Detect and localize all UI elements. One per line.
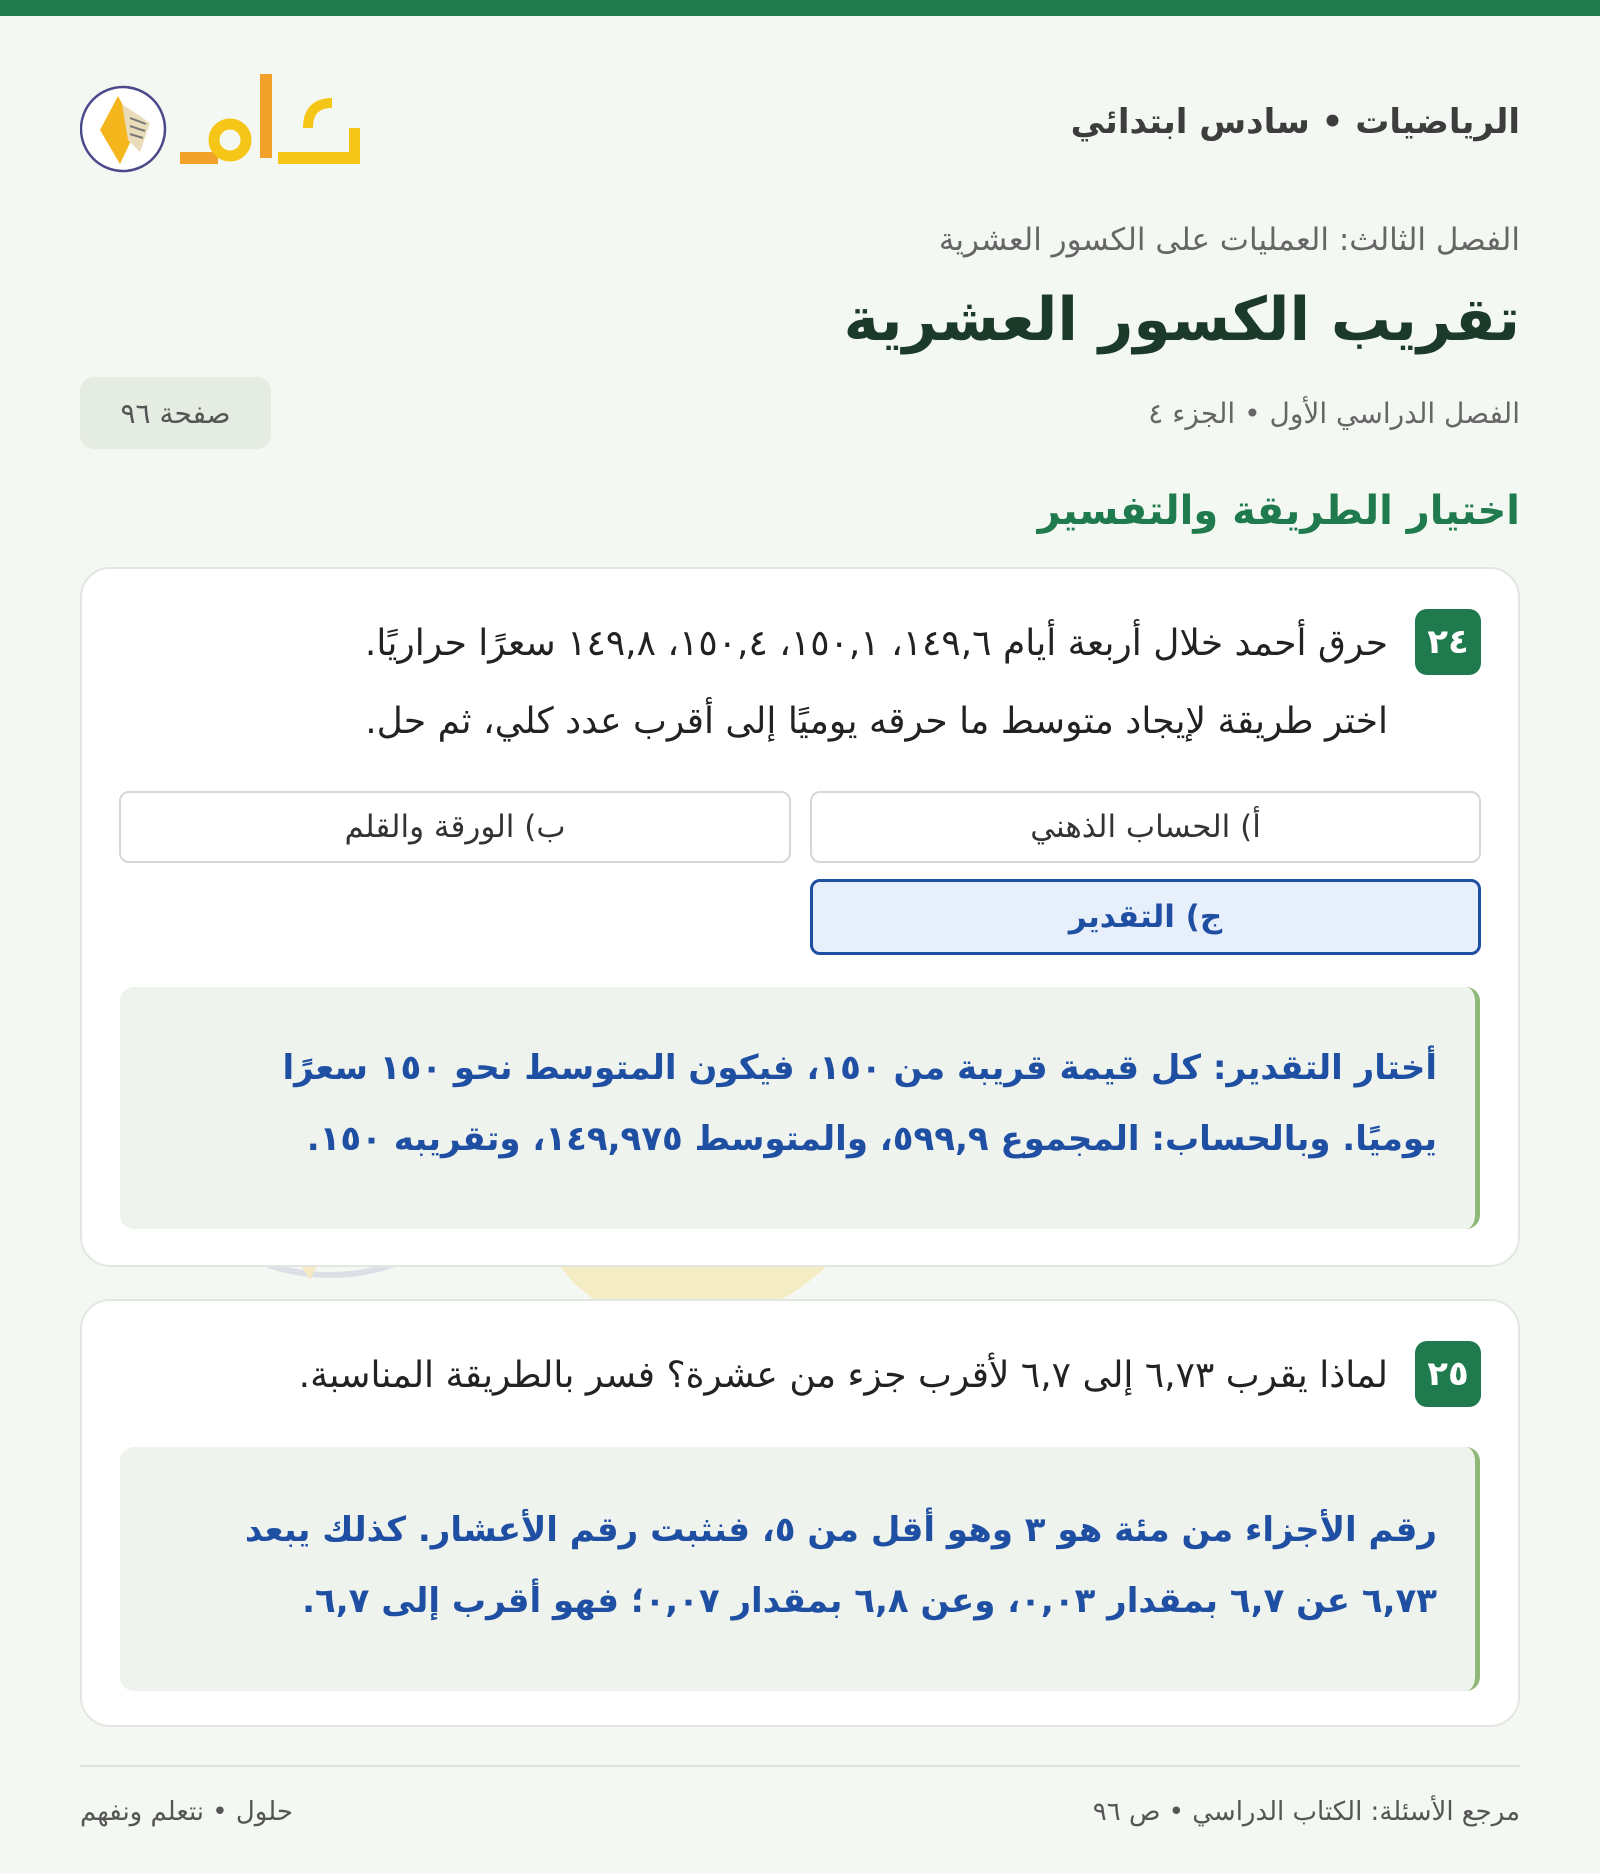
answer-line: يوميًا. وبالحساب: المجموع ٥٩٩,٩، والمتوسط ١٤٩,٩٧٥، وتقريبه ١٥٠. bbox=[306, 1119, 1437, 1159]
section-title: اختيار الطريقة والتفسير bbox=[1037, 488, 1520, 534]
top-accent-bar bbox=[0, 0, 1600, 16]
footer-divider bbox=[80, 1765, 1520, 1767]
question-text-line: اختر طريقة لإيجاد متوسط ما حرقه يوميًا إلى أقرب عدد كلي، ثم حل. bbox=[365, 701, 1388, 742]
answer-line: أختار التقدير: كل قيمة قريبة من ١٥٠، فيكون المتوسط نحو ١٥٠ سعرًا bbox=[282, 1048, 1437, 1088]
lesson-title: تقريب الكسور العشرية bbox=[843, 285, 1520, 355]
question-number: ٢٥ bbox=[1415, 1341, 1481, 1407]
question-number: ٢٤ bbox=[1415, 609, 1481, 675]
answer-line: ٦,٧٣ عن ٦,٧ بمقدار ٠,٠٣، وعن ٦,٨ بمقدار ٠,٠٧؛ فهو أقرب إلى ٦,٧. bbox=[302, 1581, 1437, 1621]
chapter-label: الفصل الثالث: العمليات على الكسور العشرية bbox=[938, 222, 1520, 258]
question-text-line: حرق أحمد خلال أربعة أيام ١٤٩,٦، ١٥٠,١، ١٥٠,٤، ١٤٩,٨ سعرًا حراريًا. bbox=[364, 623, 1388, 664]
option-estimation[interactable]: ج) التقدير bbox=[810, 879, 1481, 955]
question-card-24 bbox=[80, 567, 1520, 1267]
question-card-25 bbox=[80, 1299, 1520, 1727]
option-paper-pencil[interactable]: ب) الورقة والقلم bbox=[119, 791, 791, 863]
page-badge: صفحة ٩٦ bbox=[80, 377, 271, 449]
semester-meta: الفصل الدراسي الأول • الجزء ٤ bbox=[1148, 397, 1520, 430]
option-mental-math[interactable]: أ) الحساب الذهني bbox=[810, 791, 1481, 863]
answer-line: رقم الأجزاء من مئة هو ٣ وهو أقل من ٥، فنثبت رقم الأعشار. كذلك يبعد bbox=[244, 1510, 1437, 1550]
question-text-line: لماذا يقرب ٦,٧٣ إلى ٦,٧ لأقرب جزء من عشرة؟ فسر بالطريقة المناسبة. bbox=[298, 1355, 1388, 1396]
answer-box bbox=[120, 987, 1480, 1229]
page-header bbox=[80, 68, 1520, 178]
halool-logo[interactable] bbox=[80, 68, 360, 178]
footer-brand: حلول • نتعلم ونفهم bbox=[80, 1797, 293, 1827]
footer-reference: مرجع الأسئلة: الكتاب الدراسي • ص ٩٦ bbox=[1092, 1797, 1520, 1827]
subject-title: الرياضيات • سادس ابتدائي bbox=[1070, 102, 1520, 142]
answer-box bbox=[120, 1447, 1480, 1691]
